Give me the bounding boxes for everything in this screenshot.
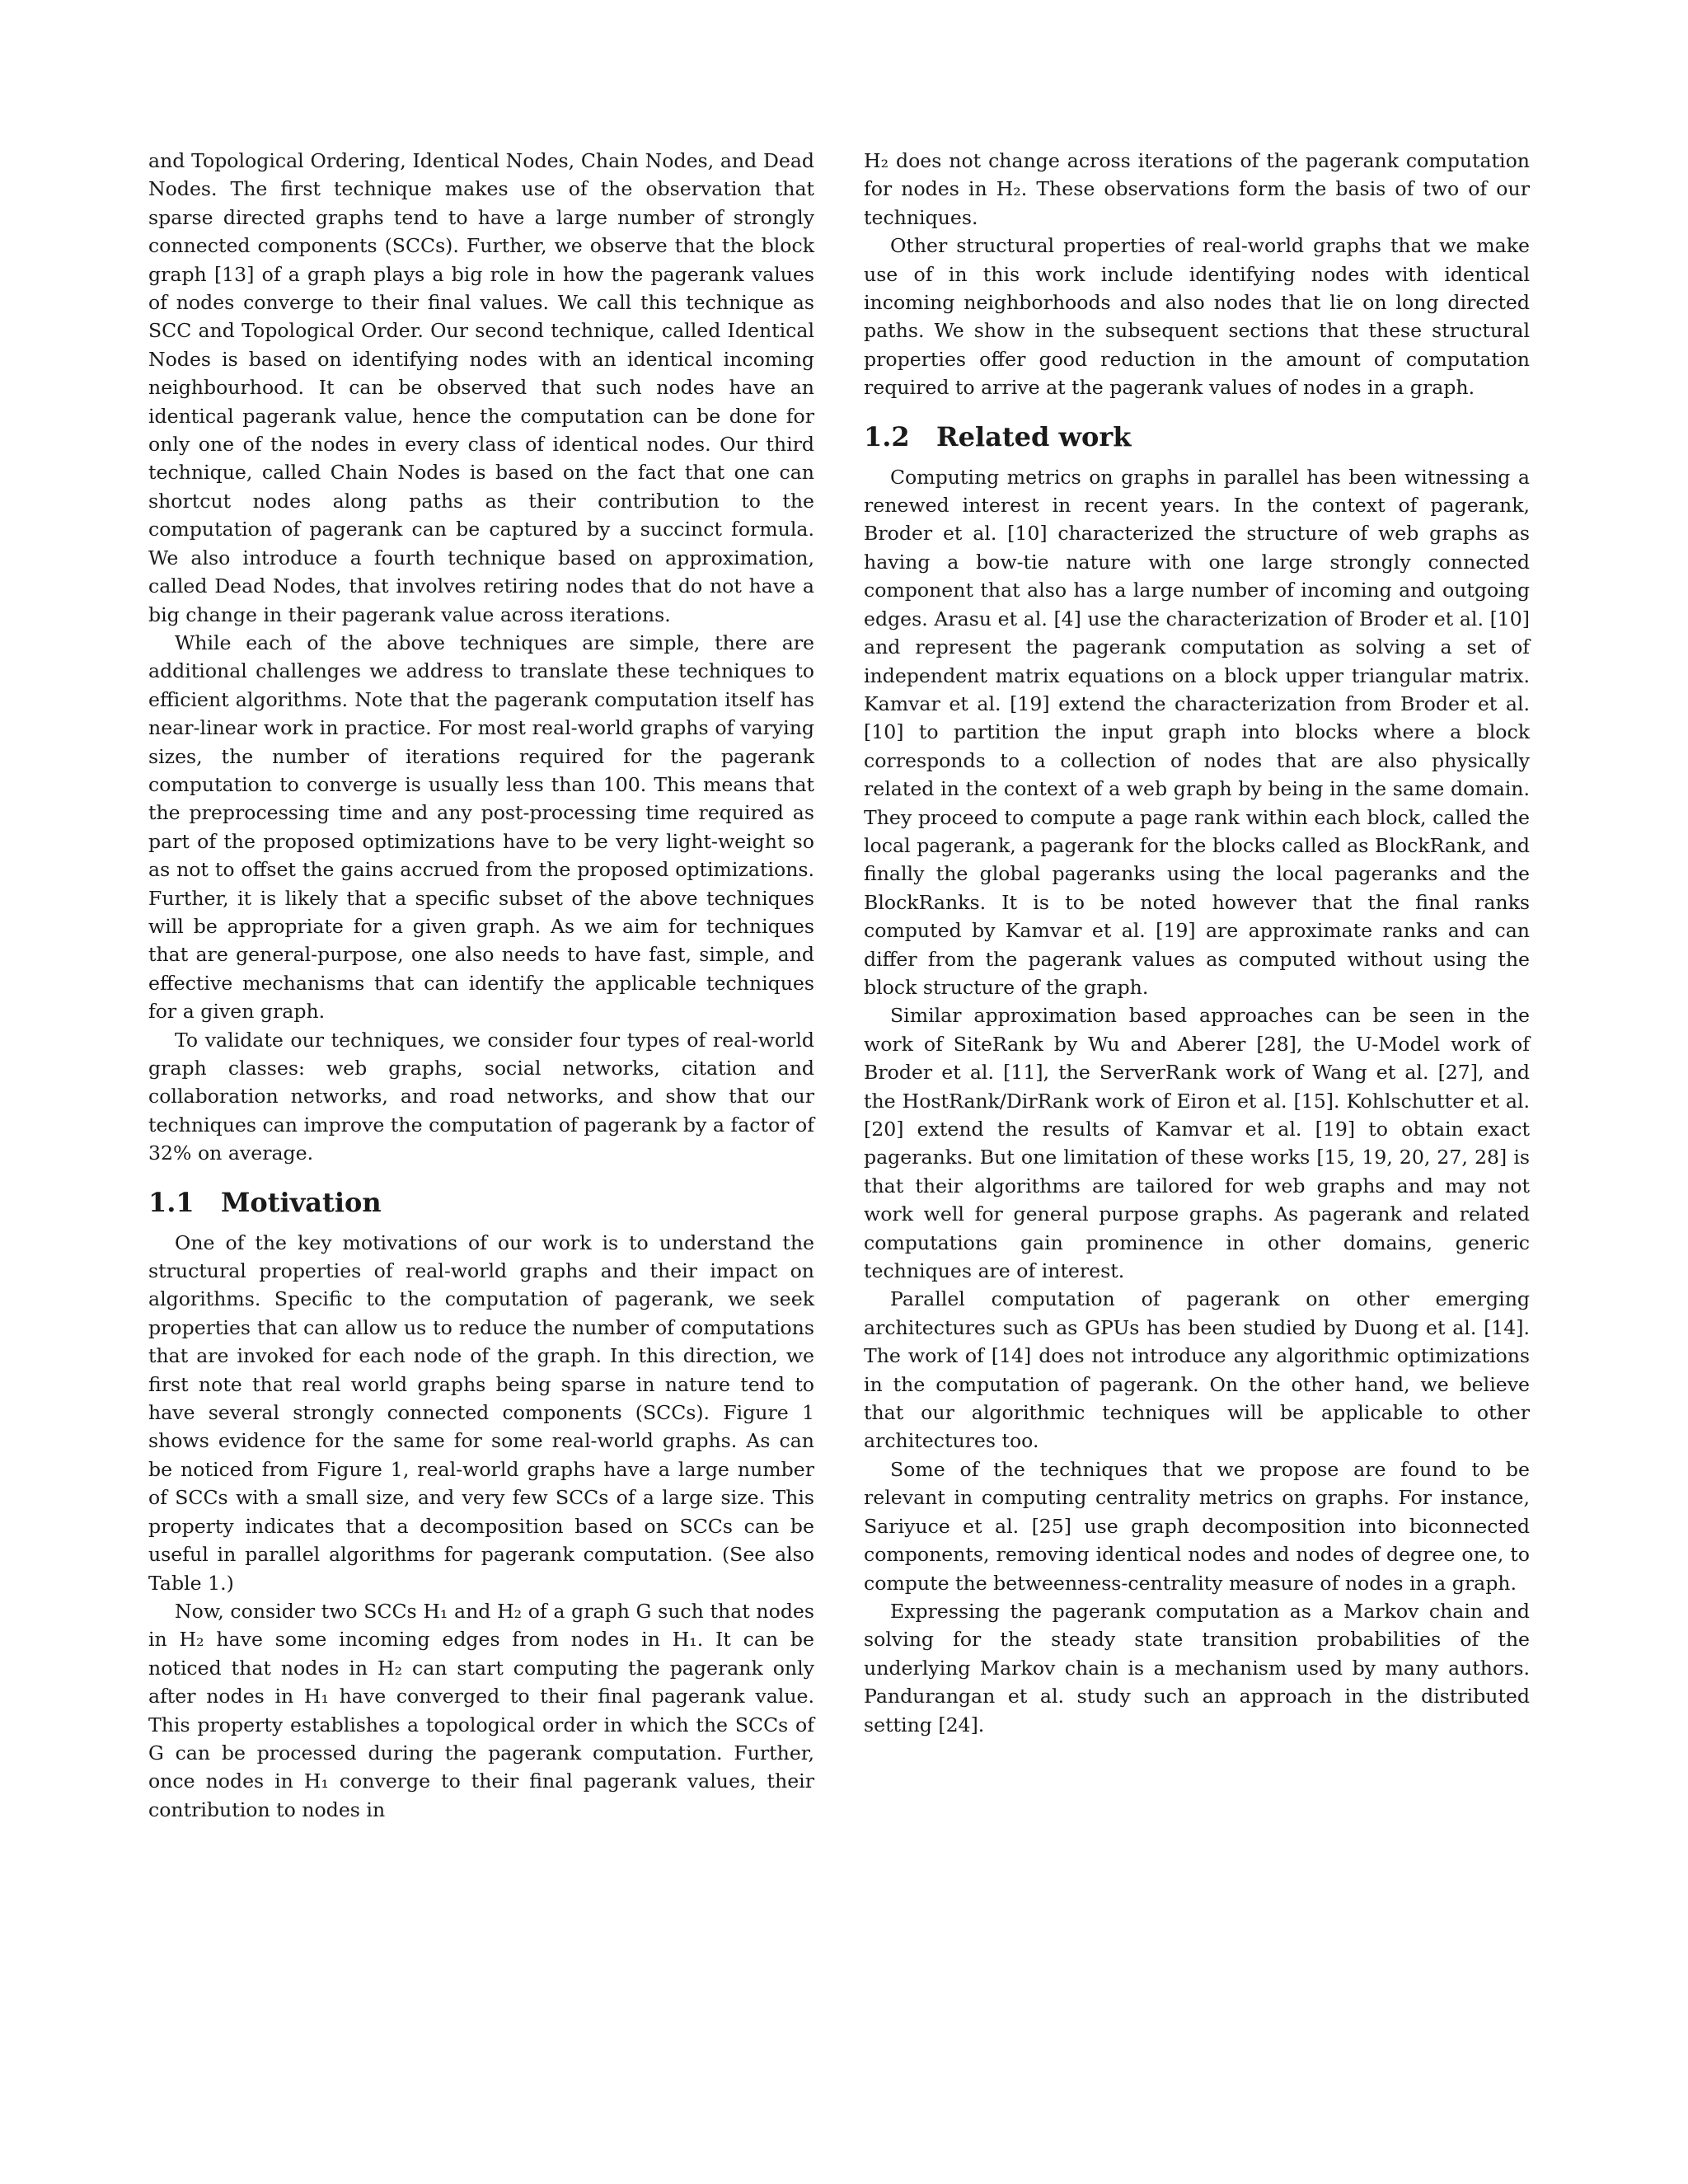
challenges-paragraph: While each of the above techniques are simple, there are additional challenges we address to translate these techniques to efficient algorithms. Note that the pagerank computation itself has near-linear work in practice. For most real-world graphs of varying sizes, the number of iterations required for the pagerank computation to converge is usually less than 100. This means that the preprocessing time and any post-processing time required as part of the proposed optimizations have to be very light-weight so as not to offset the gains accrued from the proposed optimizations. Further, it is likely that a specific subset of the above techniques will be appropriate for a given graph. As we aim for techniques that are general-purpose, one also needs to have fast, simple, and effective mechanisms that can identify the applicable techniques for a given graph. (148, 630, 814, 1024)
right-column (864, 147, 1530, 1824)
motivation-paragraph: Now, consider two SCCs H₁ and H₂ of a graph G such that nodes in H₂ have some incoming edges from nodes in H₁. It can be noticed that nodes in H₂ can start computing the pagerank only after nodes in H₁ have converged to their final pagerank value. This property establishes a topological order in which the SCCs of G can be processed during the pagerank computation. Further, once nodes in H₁ converge to their final pagerank values, their contribution to nodes in (148, 1599, 814, 1821)
structural-properties-paragraph: Other structural properties of real-world graphs that we make use of in this work include identifying nodes with identical incoming neighborhoods and also nodes that lie on long directed paths. We show in the subsequent sections that these structural properties offer good reduction in the amount of computation required to arrive at the pagerank values of nodes in a graph. (864, 234, 1530, 400)
motivation-paragraph: One of the key motivations of our work is to understand the structural properties of real-world graphs and their impact on algorithms. Specific to the computation of pagerank, we seek properties that can allow us to reduce the number of computations that are invoked for each node of the graph. In this direction, we first note that real world graphs being sparse in nature tend to have several strongly connected components (SCCs). Figure 1 shows evidence for the same for some real-world graphs. As can be noticed from Figure 1, real-world graphs have a large number of SCCs with a small size, and very few SCCs of a large size. This property indicates that a decomposition based on SCCs can be useful in parallel algorithms for pagerank computation. (See also Table 1.) (148, 1230, 814, 1595)
section-title: Related work (936, 420, 1132, 452)
section-heading-motivation (148, 1184, 814, 1221)
related-work-paragraph: Computing metrics on graphs in parallel has been witnessing a renewed interest in recent years. In the context of pagerank, Broder et al. [10] characterized the structure of web graphs as having a bow-tie nature with one large strongly connected component that also has a large number of incoming and outgoing edges. Arasu et al. [4] use the characterization of Broder et al. [10] and represent the pagerank computation as solving a set of independent matrix equations on a block upper triangular matrix. Kamvar et al. [19] extend the characterization from Broder et al. [10] to partition the input graph into blocks where a block corresponds to a collection of nodes that are also physically related in the context of a web graph by being in the same domain. They proceed to compute a page rank within each block, called the local pagerank, a pagerank for the blocks called as BlockRank, and finally the global pageranks using the local pageranks and the BlockRanks. It is to be noted however that the final ranks computed by Kamvar et al. [19] are approximate ranks and can differ from the pagerank values as computed without using the block structure of the graph. (864, 465, 1530, 999)
section-title: Motivation (221, 1186, 382, 1218)
section-heading-related-work (864, 419, 1530, 455)
intro-paragraph-continued: and Topological Ordering, Identical Nodes, Chain Nodes, and Dead Nodes. The first technique makes use of the observation that sparse directed graphs tend to have a large number of strongly connected components (SCCs). Further, we observe that the block graph [13] of a graph plays a big role in how the pagerank values of nodes converge to their final values. We call this technique as SCC and Topological Order. Our second technique, called Identical Nodes is based on identifying nodes with an identical incoming neighbourhood. It can be observed that such nodes have an identical pagerank value, hence the computation can be done for only one of the nodes in every class of identical nodes. Our third technique, called Chain Nodes is based on the fact that one can shortcut nodes along paths as their contribution to the computation of pagerank can be captured by a succinct formula. We also introduce a fourth technique based on approximation, called Dead Nodes, that involves retiring nodes that do not have a big change in their pagerank value across iterations. (148, 149, 814, 626)
related-work-paragraph: Expressing the pagerank computation as a Markov chain and solving for the steady state transition probabilities of the underlying Markov chain is a mechanism used by many authors. Pandurangan et al. study such an approach in the distributed setting [24]. (864, 1599, 1530, 1736)
motivation-paragraph-continued: H₂ does not change across iterations of the pagerank computation for nodes in H₂. These observations form the basis of two of our techniques. (864, 149, 1530, 229)
left-column (148, 147, 814, 1824)
related-work-paragraph: Similar approximation based approaches can be seen in the work of SiteRank by Wu and Aberer [28], the U-Model work of Broder et al. [11], the ServerRank work of Wang et al. [27], and the HostRank/DirRank work of Eiron et al. [15]. Kohlschutter et al. [20] extend the results of Kamvar et al. [19] to obtain exact pageranks. But one limitation of these works [15, 19, 20, 27, 28] is that their algorithms are tailored for web graphs and may not work well for general purpose graphs. As pagerank and related computations gain prominence in other domains, generic techniques are of interest. (864, 1004, 1530, 1283)
section-number: 1.2 (864, 420, 910, 452)
paper-page (148, 147, 1530, 1824)
section-number: 1.1 (148, 1186, 195, 1218)
related-work-paragraph: Some of the techniques that we propose are found to be relevant in computing centrality metrics on graphs. For instance, Sariyuce et al. [25] use graph decomposition into biconnected components, removing identical nodes and nodes of degree one, to compute the betweenness-centrality measure of nodes in a graph. (864, 1457, 1530, 1595)
validation-paragraph: To validate our techniques, we consider four types of real-world graph classes: web graphs, social networks, citation and collaboration networks, and road networks, and show that our techniques can improve the computation of pagerank by a factor of 32% on average. (148, 1028, 814, 1165)
related-work-paragraph: Parallel computation of pagerank on other emerging architectures such as GPUs has been studied by Duong et al. [14]. The work of [14] does not introduce any algorithmic optimizations in the computation of pagerank. On the other hand, we believe that our algorithmic techniques will be applicable to other architectures too. (864, 1287, 1530, 1453)
